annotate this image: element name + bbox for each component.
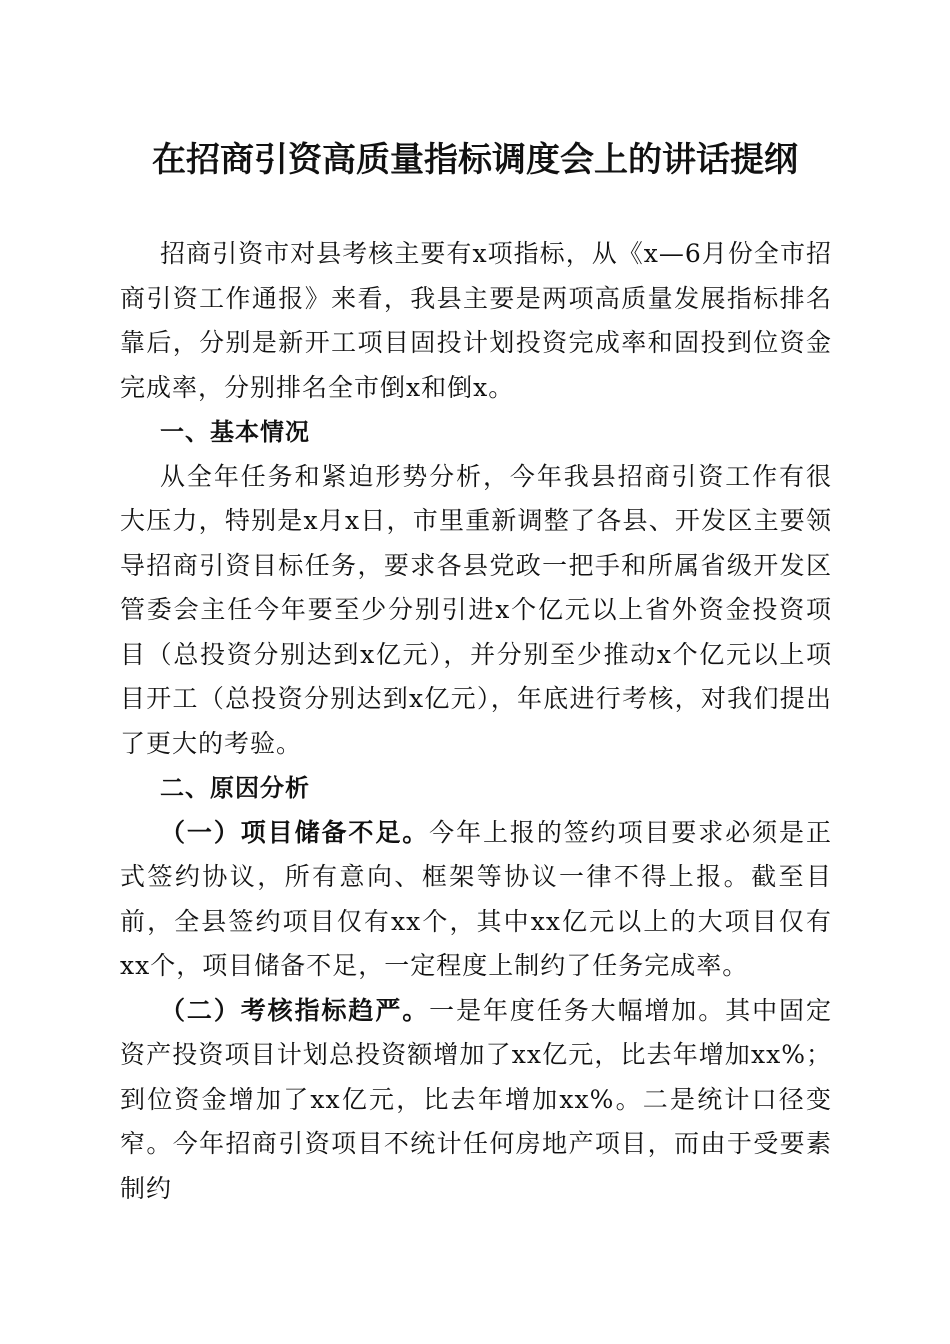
cause-item-2 [120,989,832,1212]
document-body [120,232,832,1211]
section-heading-basic-situation: 一、基本情况 [160,418,310,446]
cause-item-1-text: 今年上报的签约项目要求必须是正式签约协议，所有意向、框架等协议一律不得上报。截至目前，全县签约项目仅有xx个，其中xx亿元以上的大项目仅有xx个，项目储备不足，一定程度上制约了任务完成率。 [120,817,832,980]
cause-item-1 [120,811,832,989]
cause-item-1-lead: （一）项目储备不足。 [160,817,430,847]
cause-item-2-lead: （二）考核指标趋严。 [160,995,430,1025]
basic-situation-paragraph: 从全年任务和紧迫形势分析，今年我县招商引资工作有很大压力，特别是x月x日，市里重新调整了各县、开发区主要领导招商引资目标任务，要求各县党政一把手和所属省级开发区管委会主任今年要至少分别引进x个亿元以上省外资金投资项目（总投资分别达到x亿元），并分别至少推动x个亿元以上项目开工（总投资分别达到x亿元），年底进行考核，对我们提出了更大的考验。 [120,461,832,758]
section-heading-cause-analysis: 二、原因分析 [160,774,310,802]
document-title: 在招商引资高质量指标调度会上的讲话提纲 [152,140,798,180]
cause-item-2-text: 一是年度任务大幅增加。其中固定资产投资项目计划总投资额增加了xx亿元，比去年增加xx%；到位资金增加了xx亿元，比去年增加xx%。二是统计口径变窄。今年招商引资项目不统计任何房地产项目，而由于受要素制约 [120,995,832,1203]
intro-paragraph: 招商引资市对县考核主要有x项指标，从《x—6月份全市招商引资工作通报》来看，我县主要是两项高质量发展指标排名靠后，分别是新开工项目固投计划投资完成率和固投到位资金完成率，分别排名全市倒x和倒x。 [120,239,832,402]
